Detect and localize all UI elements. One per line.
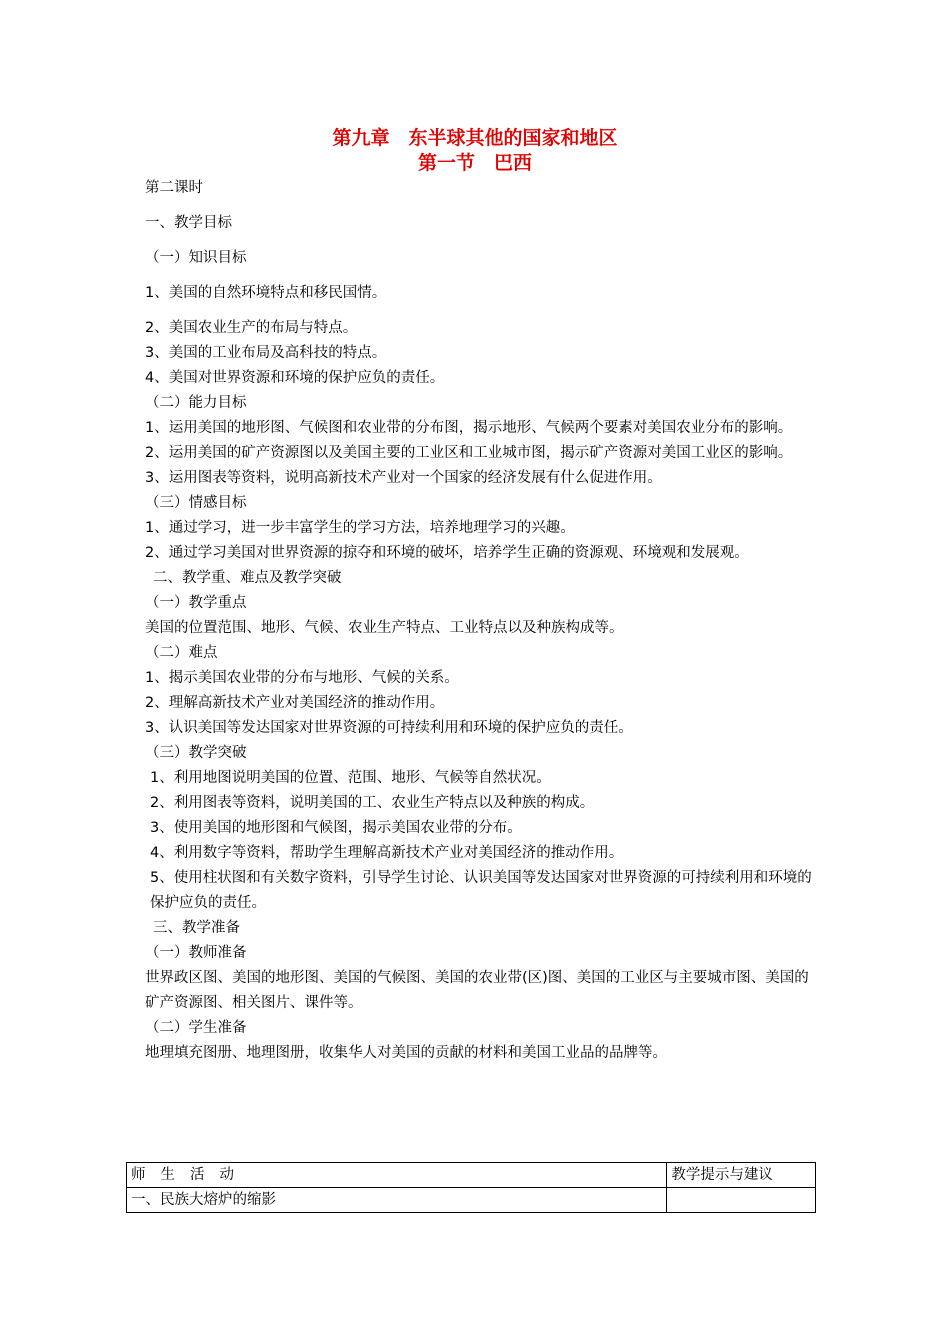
lesson-plan-table — [126, 1162, 816, 1213]
paragraph: 美国的位置范围、地形、气候、农业生产特点、工业特点以及种族构成等。 — [145, 620, 624, 636]
paragraph: 1、利用地图说明美国的位置、范围、地形、气候等自然状况。 — [150, 770, 551, 786]
paragraph: 1、运用美国的地形图、气候图和农业带的分布图，揭示地形、气候两个要素对美国农业分布的影响。 — [145, 420, 793, 436]
lesson-period: 第二课时 — [145, 180, 203, 196]
subheading-focus: （一）教学重点 — [145, 595, 247, 611]
subheading-difficulties: （二）难点 — [145, 645, 218, 661]
paragraph: 5、使用柱状图和有关数字资料，引导学生讨论、认识美国等发达国家对世界资源的可持续利用和环境的保护应负的责任。 — [150, 870, 812, 911]
paragraph: 世界政区图、美国的地形图、美国的气候图、美国的农业带(区)图、美国的工业区与主要城市图、美国的矿产资源图、相关图片、课件等。 — [145, 970, 809, 1011]
paragraph: 3、运用图表等资料，说明高新技术产业对一个国家的经济发展有什么促进作用。 — [145, 470, 662, 486]
subheading-student-prep: （二）学生准备 — [145, 1020, 247, 1036]
paragraph: 4、美国对世界资源和环境的保护应负的责任。 — [145, 370, 445, 386]
table-cell — [667, 1188, 816, 1213]
heading-key-points: 二、教学重、难点及教学突破 — [153, 570, 342, 586]
chapter-title: 第九章 东半球其他的国家和地区 — [332, 127, 618, 149]
paragraph: 2、美国农业生产的布局与特点。 — [145, 320, 358, 336]
table-header-activity: 师生活动 — [127, 1163, 667, 1188]
subheading-ability-goals: （二）能力目标 — [145, 395, 247, 411]
paragraph: 2、利用图表等资料，说明美国的工、农业生产特点以及种族的构成。 — [150, 795, 595, 811]
paragraph: 2、通过学习美国对世界资源的掠夺和环境的破坏，培养学生正确的资源观、环境观和发展观。 — [145, 545, 749, 561]
paragraph: 3、认识美国等发达国家对世界资源的可持续利用和环境的保护应负的责任。 — [145, 720, 633, 736]
paragraph: 3、使用美国的地形图和气候图，揭示美国农业带的分布。 — [150, 820, 522, 836]
heading-teaching-goals: 一、教学目标 — [145, 215, 232, 231]
subheading-emotion-goals: （三）情感目标 — [145, 495, 247, 511]
subheading-breakthrough: （三）教学突破 — [145, 745, 247, 761]
document-body — [145, 176, 813, 1066]
paragraph: 2、运用美国的矿产资源图以及美国主要的工业区和工业城市图，揭示矿产资源对美国工业区的影响。 — [145, 445, 793, 461]
table-header-tips: 教学提示与建议 — [667, 1163, 816, 1188]
table-header-row — [127, 1163, 816, 1188]
paragraph: 地理填充图册、地理图册，收集华人对美国的贡献的材料和美国工业品的品牌等。 — [145, 1045, 667, 1061]
heading-preparation: 三、教学准备 — [153, 920, 240, 936]
paragraph: 3、美国的工业布局及高科技的特点。 — [145, 345, 387, 361]
table-cell: 一、民族大熔炉的缩影 — [127, 1188, 667, 1213]
paragraph: 4、利用数字等资料，帮助学生理解高新技术产业对美国经济的推动作用。 — [150, 845, 624, 861]
table-row — [127, 1188, 816, 1213]
paragraph: 1、美国的自然环境特点和移民国情。 — [145, 285, 387, 301]
subheading-knowledge-goals: （一）知识目标 — [145, 250, 247, 266]
paragraph: 1、通过学习，进一步丰富学生的学习方法，培养地理学习的兴趣。 — [145, 520, 575, 536]
section-title: 第一节 巴西 — [417, 152, 532, 174]
paragraph: 2、理解高新技术产业对美国经济的推动作用。 — [145, 695, 445, 711]
paragraph: 1、揭示美国农业带的分布与地形、气候的关系。 — [145, 670, 459, 686]
subheading-teacher-prep: （一）教师准备 — [145, 945, 247, 961]
